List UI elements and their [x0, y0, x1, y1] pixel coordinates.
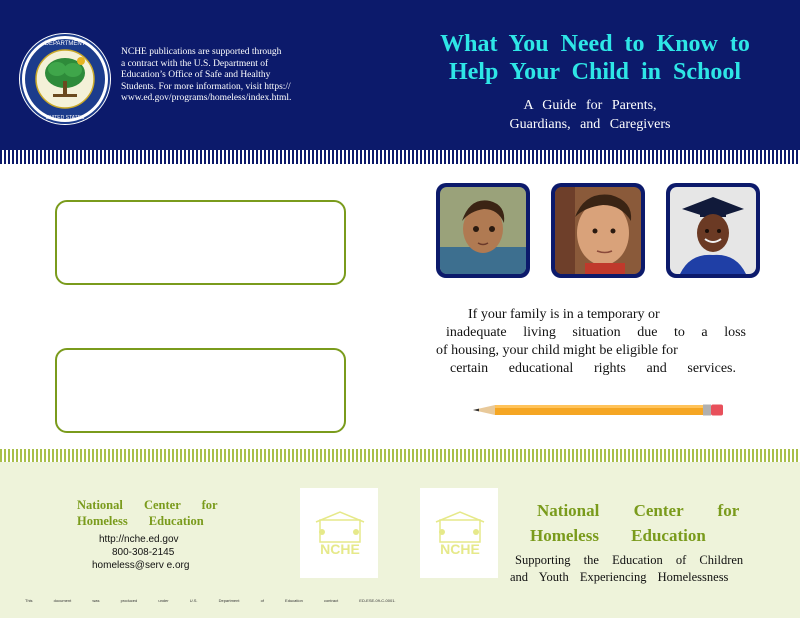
graduate-photo-icon: [670, 187, 756, 274]
page-subtitle: [440, 96, 740, 134]
note-line: NCHE publications are supported through: [121, 47, 282, 57]
org-name-right: [530, 498, 740, 548]
svg-text:NCHE: NCHE: [320, 541, 360, 557]
header-band: [0, 0, 800, 150]
org-name-left: [77, 497, 217, 529]
photo-graduate: [666, 183, 760, 278]
photo-toddler: [436, 183, 530, 278]
nche-logo-icon: [300, 488, 378, 578]
department-of-education-seal: [19, 33, 111, 125]
tagline-line: and Youth Experiencing Homelessness: [510, 570, 729, 584]
footer-stripe-divider: [0, 449, 800, 462]
svg-text:DEPARTMENT: DEPARTMENT: [44, 41, 86, 47]
svg-text:UNITED STATES: UNITED STATES: [45, 115, 85, 121]
contact-info: [92, 533, 222, 572]
subtitle-line: A Guide for Parents,: [523, 98, 657, 113]
title-line: What You Need to Know to: [440, 31, 750, 57]
tagline-line: Supporting the Education of Children: [515, 553, 744, 567]
nche-logo-right: [420, 488, 498, 578]
svg-text:NCHE: NCHE: [440, 541, 480, 557]
org-line: Homeless Education: [77, 514, 204, 528]
subtitle-line: Guardians, and Caregivers: [509, 117, 671, 132]
blank-label-box-bottom: [55, 348, 346, 433]
tagline: [510, 552, 780, 586]
phone-number: 800-308-2145: [112, 547, 175, 558]
eligibility-paragraph: [436, 306, 746, 378]
title-line: Help Your Child in School: [448, 59, 742, 85]
nche-logo-icon: [420, 488, 498, 578]
blank-label-box-top: [55, 200, 346, 285]
nche-logo-left: [300, 488, 378, 578]
teen-boy-photo-icon: [555, 187, 641, 274]
pencil-icon: [473, 403, 723, 417]
note-line: Students. For more information, visit https://: [121, 81, 291, 92]
note-line: Education’s Office of Safe and Healthy: [121, 70, 271, 80]
seal-icon: [19, 33, 111, 125]
org-line: National Center for: [537, 501, 740, 520]
eligibility-line: of housing, your child might be eligible for: [436, 343, 678, 358]
note-line: a contract with the U.S. Department of: [121, 58, 269, 69]
note-line: www.ed.gov/programs/homeless/index.html.: [121, 93, 292, 103]
nche-support-note: [121, 47, 363, 105]
email-link[interactable]: homeless@serv e.org: [92, 560, 190, 571]
photo-teen-boy: [551, 183, 645, 278]
eligibility-line: If your family is in a temporary or: [468, 307, 660, 322]
contract-fineprint: This document was produced under U.S. Department of Education contract ED-ESE-09-C-0001.: [25, 598, 396, 603]
website-link[interactable]: http://nche.ed.gov: [99, 534, 179, 545]
org-line: Homeless Education: [530, 526, 706, 545]
eligibility-line: inadequate living situation due to a loss: [446, 325, 746, 340]
toddler-photo-icon: [440, 187, 526, 274]
org-line: National Center for: [77, 498, 218, 512]
page-title: [400, 30, 790, 86]
header-stripe-divider: [0, 150, 800, 164]
eligibility-line: certain educational rights and services.: [450, 361, 736, 376]
